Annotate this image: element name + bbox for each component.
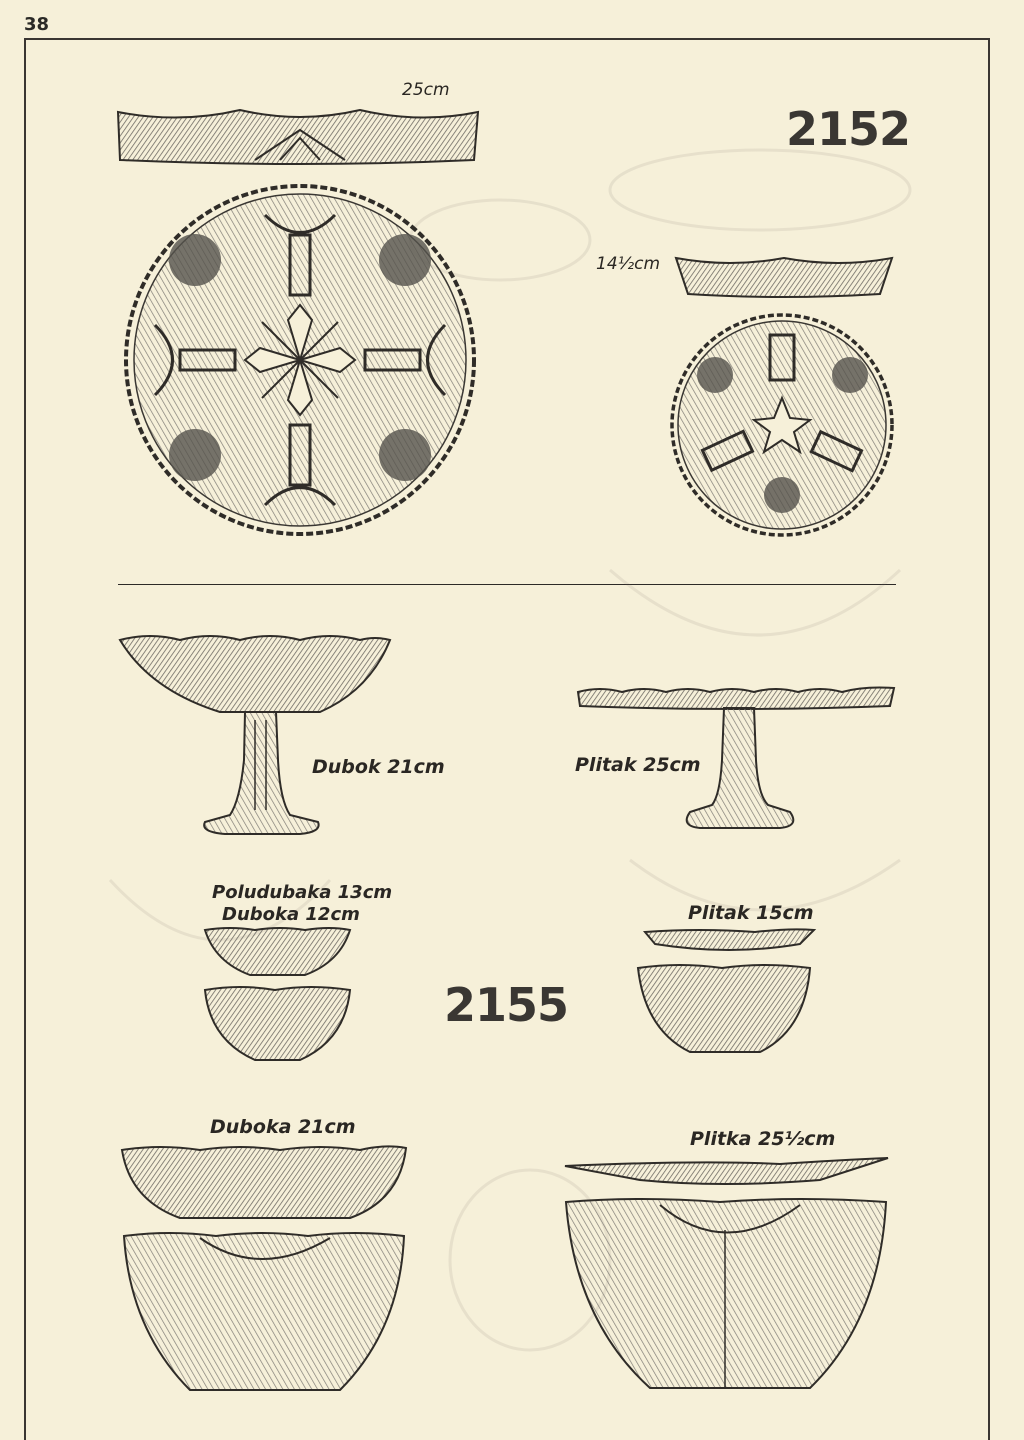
duboka-21-label: Duboka 21cm bbox=[210, 1116, 356, 1138]
dubok-label: Dubok 21cm bbox=[312, 756, 445, 778]
plitka-bowl-section bbox=[566, 1199, 886, 1388]
plitka-label: Plitka 25½cm bbox=[690, 1128, 836, 1150]
dubok-comport bbox=[120, 636, 390, 834]
poludubaka-bowl bbox=[205, 928, 350, 975]
duboka-12-label: Duboka 12cm bbox=[222, 904, 360, 925]
duboka-21-bowl-profile bbox=[122, 1146, 406, 1218]
plitak-15-label: Plitak 15cm bbox=[688, 902, 814, 924]
plate-large-size-label: 25cm bbox=[402, 80, 450, 100]
plitak-15-bowl bbox=[638, 965, 810, 1052]
plitka-plate-profile bbox=[565, 1158, 888, 1184]
duboka-12-bowl bbox=[205, 987, 350, 1060]
plitak-15-plate bbox=[645, 929, 814, 950]
catalog-code-2152: 2152 bbox=[786, 102, 911, 156]
plate-small-size-label: 14½cm bbox=[596, 254, 661, 274]
plate-large-top-view bbox=[126, 186, 474, 534]
plate-large-profile bbox=[118, 110, 478, 164]
plate-small-top-view bbox=[672, 315, 892, 535]
plate-small-profile bbox=[676, 258, 892, 297]
duboka-21-bowl-section bbox=[124, 1233, 404, 1390]
poludubaka-label: Poludubaka 13cm bbox=[212, 882, 393, 903]
plitak-25-label: Plitak 25cm bbox=[575, 754, 701, 776]
page-number: 38 bbox=[24, 14, 50, 35]
catalog-code-2155: 2155 bbox=[444, 978, 569, 1032]
